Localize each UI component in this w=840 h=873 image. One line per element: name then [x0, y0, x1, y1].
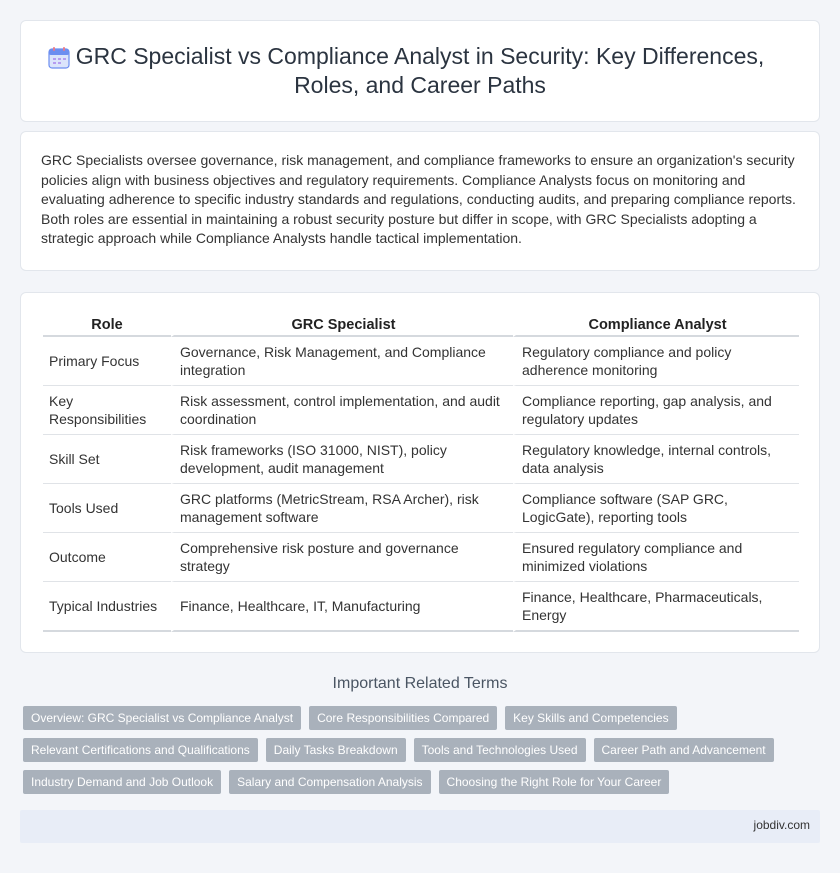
- row-label: Tools Used: [43, 484, 171, 533]
- comparison-table: [43, 317, 799, 632]
- table-row: [43, 435, 799, 484]
- related-term-link[interactable]: Core Responsibilities Compared: [309, 706, 497, 730]
- related-term-link[interactable]: Key Skills and Competencies: [505, 706, 676, 730]
- footer-site-link[interactable]: jobdiv.com: [753, 818, 810, 832]
- row-label: Skill Set: [43, 435, 171, 484]
- analyst-cell: Finance, Healthcare, Pharmaceuticals, Energy: [513, 582, 799, 632]
- related-term-link[interactable]: Career Path and Advancement: [594, 738, 774, 762]
- related-term-link[interactable]: Industry Demand and Job Outlook: [23, 770, 221, 794]
- page-title: GRC Specialist vs Compliance Analyst in Security: Key Differences, Roles, and Career Paths: [75, 43, 765, 98]
- grc-cell: Finance, Healthcare, IT, Manufacturing: [171, 582, 513, 632]
- grc-cell: Risk frameworks (ISO 31000, NIST), policy development, audit management: [171, 435, 513, 484]
- summary-text: GRC Specialists oversee governance, risk management, and compliance frameworks to ensure an organization's security policies align with business objectives and regulatory requirements. Compliance Analysts focus on monitoring and evaluating adherence to specific industry standards and regulations, conducting audits, and preparing compliance reports. Both roles are essential in maintaining a robust security posture but differ in scope, with GRC Specialists adopting a strategic approach while Compliance Analysts handle tactical implementation.: [41, 152, 796, 246]
- row-label: Outcome: [43, 533, 171, 582]
- related-term-link[interactable]: Overview: GRC Specialist vs Compliance Analyst: [23, 706, 301, 730]
- row-label: Key Responsibilities: [43, 386, 171, 435]
- table-row: [43, 484, 799, 533]
- header-compliance-analyst: Compliance Analyst: [513, 317, 799, 337]
- related-term-link[interactable]: Tools and Technologies Used: [414, 738, 586, 762]
- related-term-link[interactable]: Salary and Compensation Analysis: [229, 770, 430, 794]
- related-terms-list: [23, 706, 823, 802]
- grc-cell: Risk assessment, control implementation, and audit coordination: [171, 386, 513, 435]
- row-label: Primary Focus: [43, 337, 171, 386]
- related-term-link[interactable]: Choosing the Right Role for Your Career: [439, 770, 670, 794]
- table-row: [43, 533, 799, 582]
- analyst-cell: Regulatory knowledge, internal controls, data analysis: [513, 435, 799, 484]
- analyst-cell: Regulatory compliance and policy adherence monitoring: [513, 337, 799, 386]
- grc-cell: GRC platforms (MetricStream, RSA Archer), risk management software: [171, 484, 513, 533]
- footer: [20, 810, 820, 843]
- grc-cell: Comprehensive risk posture and governance strategy: [171, 533, 513, 582]
- header-role: Role: [43, 317, 171, 337]
- analyst-cell: Compliance software (SAP GRC, LogicGate), reporting tools: [513, 484, 799, 533]
- table-row: [43, 582, 799, 632]
- comparison-table-card: [20, 292, 820, 653]
- table-row: [43, 337, 799, 386]
- grc-cell: Governance, Risk Management, and Compliance integration: [171, 337, 513, 386]
- header-card: [20, 20, 820, 122]
- table-row: [43, 386, 799, 435]
- analyst-cell: Compliance reporting, gap analysis, and regulatory updates: [513, 386, 799, 435]
- related-terms-heading: Important Related Terms: [332, 675, 508, 692]
- analyst-cell: Ensured regulatory compliance and minimized violations: [513, 533, 799, 582]
- row-label: Typical Industries: [43, 582, 171, 632]
- table-header-row: [43, 317, 799, 337]
- related-term-link[interactable]: Daily Tasks Breakdown: [266, 738, 406, 762]
- summary-card: [20, 131, 820, 271]
- header-grc-specialist: GRC Specialist: [171, 317, 513, 337]
- related-term-link[interactable]: Relevant Certifications and Qualifications: [23, 738, 258, 762]
